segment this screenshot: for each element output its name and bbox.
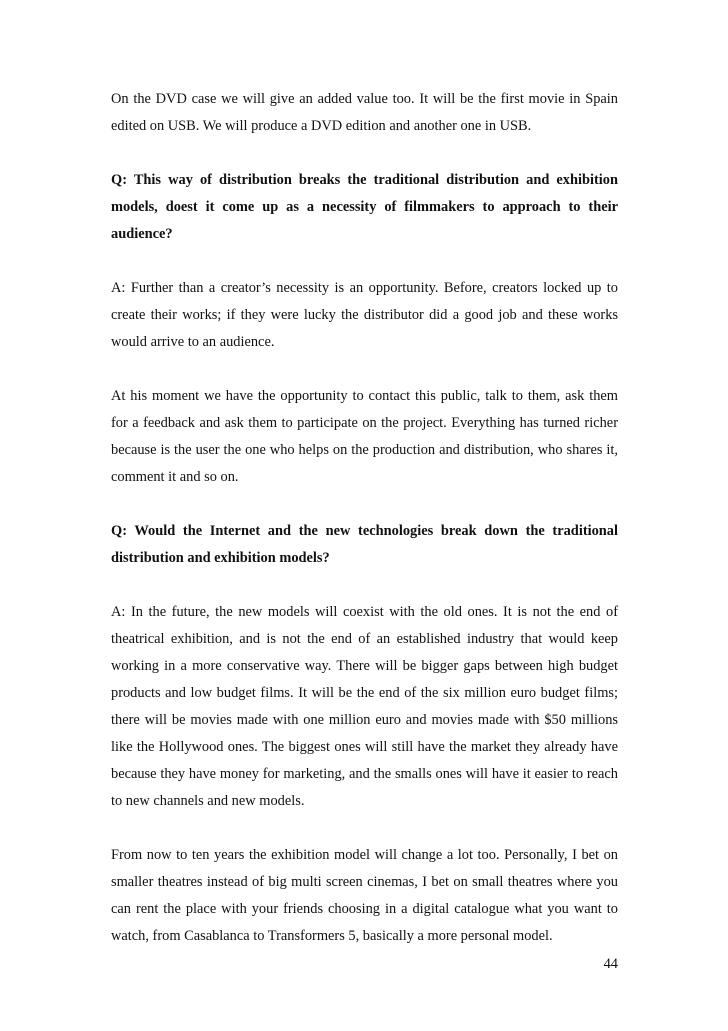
- page-number: 44: [603, 956, 618, 972]
- question-distribution-necessity: Q: This way of distribution breaks the traditional distribution and exhibition models, doest it come up as a necessity of filmmakers to approach to their audience?: [111, 172, 618, 242]
- paragraph-public-contact: At his moment we have the opportunity to contact this public, talk to them, ask them for a feedback and ask them to participate on the project. Everything has turned richer because is the user the one who helps on the production and distribution, who shares it, comment it and so on.: [111, 388, 618, 485]
- answer-future-models: A: In the future, the new models will coexist with the old ones. It is not the end of theatrical exhibition, and is not the end of an established industry that would keep working in a more conservative way. There will be bigger gaps between high budget products and low budget films. It will be the end of the six million euro budget films; there will be movies made with one million euro and movies made with $50 millions like the Hollywood ones. The biggest ones will still have the market they already have because they have money for marketing, and the smalls ones will have it easier to reach to new channels and new models.: [111, 604, 618, 809]
- page-body: [111, 86, 618, 977]
- paragraph-exhibition-future: From now to ten years the exhibition model will change a lot too. Personally, I bet on smaller theatres instead of big multi screen cinemas, I bet on small theatres where you can rent the place with your friends choosing in a digital catalogue what you want to watch, from Casablanca to Transformers 5, basically a more personal model.: [111, 847, 618, 944]
- question-internet-technologies: Q: Would the Internet and the new technologies break down the traditional distribution and exhibition models?: [111, 523, 618, 566]
- paragraph-dvd-case: On the DVD case we will give an added value too. It will be the first movie in Spain edited on USB. We will produce a DVD edition and another one in USB.: [111, 91, 618, 134]
- answer-creator-opportunity: A: Further than a creator’s necessity is an opportunity. Before, creators locked up to create their works; if they were lucky the distributor did a good job and these works would arrive to an audience.: [111, 280, 618, 350]
